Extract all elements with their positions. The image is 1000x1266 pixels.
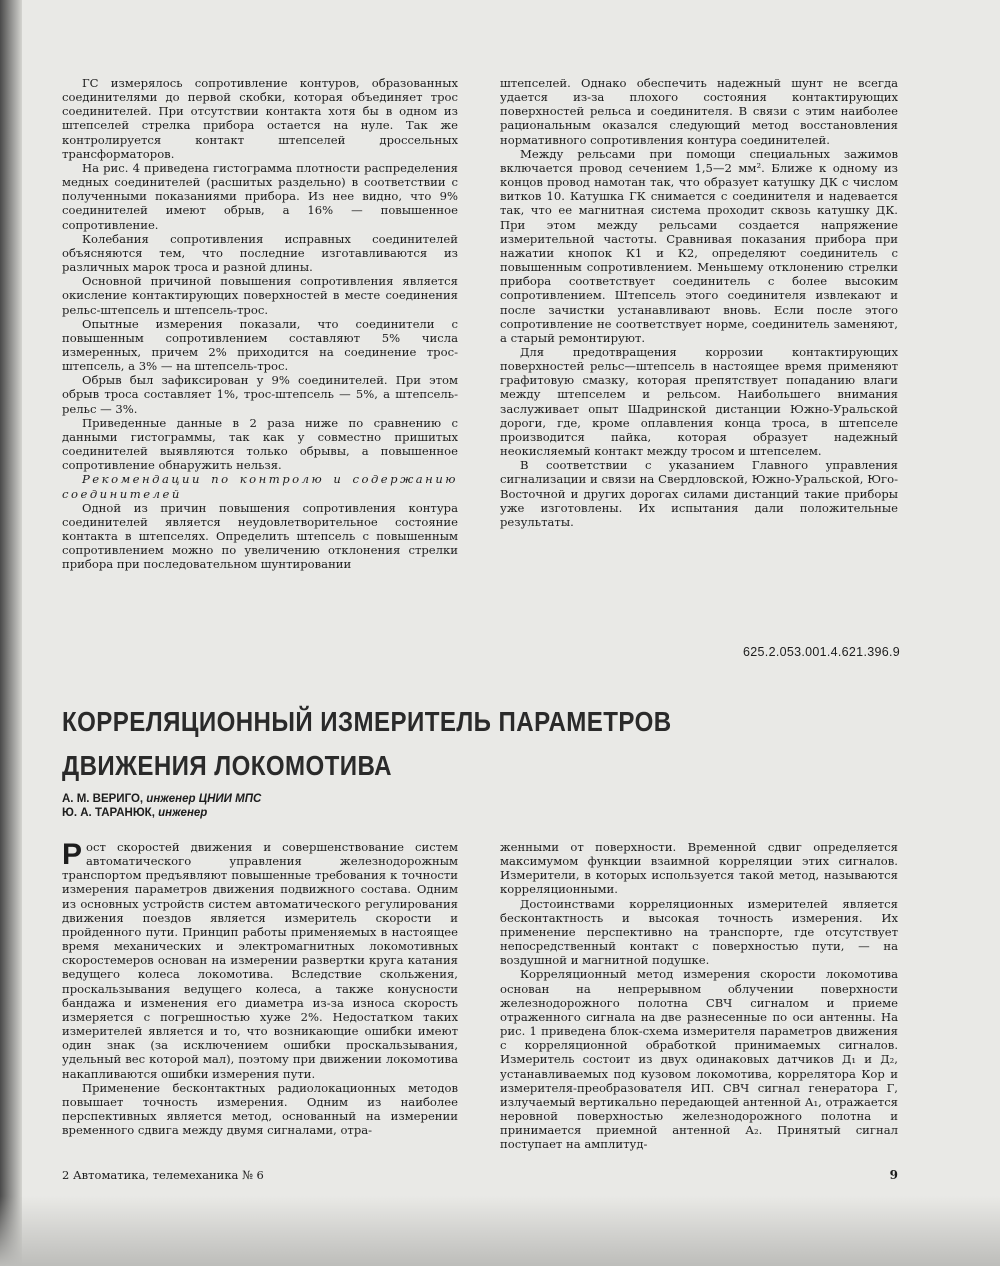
udc-code: 625.2.053.001.4.621.396.9	[743, 645, 900, 659]
paragraph: Обрыв был зафиксирован у 9% соединителей. При этом обрыв троса составляет 1%, трос-штепсель — 5%, а штепсель-рельс — 3%.	[62, 373, 458, 416]
paragraph: На рис. 4 приведена гистограмма плотности распределения медных соединителей (расшитых раздельно) в соответствии с полученными показаниями прибора. Из нее видно, что 9% соединителей имеют обрыв, а 16% — повышенное сопротивление.	[62, 160, 458, 232]
section-heading: Рекомендации по контролю и содержанию соединителей	[62, 472, 458, 501]
top-left-column	[62, 76, 458, 571]
paragraph: Между рельсами при помощи специальных зажимов включается провод сечением 1,5—2 мм². Ближе к одному из концов провод намотан так, что образует катушку ДК с числом витков 10. Катушка ГК снимается с соединителя и надевается так, что ее магнитная система проходит сквозь катушку ДК. При этом между рельсами создается напряжение измерительной частоты. Сравнивая показания прибора при нажатии кнопок К1 и К2, определяют соединитель с повышенным сопротивлением. Меньшему отклонению стрелки прибора соответствует соединитель с более высоким сопротивлением. Штепсель этого соединителя извлекают и после зачистки устанавливают вновь. Если после этого сопротивление не соответствует норме, соединитель заменяют, а старый ремонтируют.	[500, 146, 898, 345]
lead-text: ост скоростей движения и совершенствование систем автоматического управления железнодорожным транспортом предъявляют повышенные требования к точности измерения параметров движения подвижного состава. Одним из основных устройств систем автоматического регулирования движения поездов является измеритель скорости и пройденного пути. Принцип работы применяемых в настоящее время механических и электромагнитных локомотивных скоростемеров основан на измерении развертки круга катания ведущего колеса локомотива. Вследствие скольжения, проскальзывания ведущего колеса, а также конусности бандажа и изменения его диаметра из-за износа скорость измеряется с погрешностью хуже 2%. Недостатком таких измерителей является и то, что возникающие ошибки имеют один знак (за исключением ошибки проскальзывания, удельный вес которой мал), поэтому при движении локомотива накапливаются ошибки измерения пути.	[62, 840, 458, 1081]
paragraph: Одной из причин повышения сопротивления контура соединителей является неудовлетворительное состояние контакта в штепселях. Определить штепсель с повышенным сопротивлением можно по увеличению отклонения стрелки прибора при последовательном шунтировании	[62, 500, 458, 572]
paragraph: Корреляционный метод измерения скорости локомотива основан на непрерывном облучении поверхности железнодорожного полотна СВЧ сигналом и приеме отраженного сигнала на две разнесенные по оси антенны. На рис. 1 приведена блок-схема измерителя параметров движения с корреляционной обработкой принимаемых сигналов. Измеритель состоит из двух одинаковых датчиков Д₁ и Д₂, устанавливаемых под кузовом локомотива, коррелятора Кор и измерителя-преобразователя ИП. СВЧ сигнал генератора Г, излучаемый вертикально передающей антенной А₁, отражается неровной поверхностью железнодорожного полотна и принимается приемной антенной А₂. Принятый сигнал поступает на амплитуд-	[500, 967, 898, 1152]
bottom-left-column	[62, 840, 458, 1137]
paragraph: Для предотвращения коррозии контактирующих поверхностей рельс—штепсель в настоящее время применяют графитовую смазку, которая препятствует попаданию влаги между штепселем и рельсом. Наибольшего внимания заслуживает опыт Шадринской дистанции Южно-Уральской дороги, где, кроме оплавления конца троса, в штепселе производится пайка, которая образует надежный неокисляемый контакт между тросом и штепселем.	[500, 344, 898, 459]
article-title	[62, 700, 672, 788]
article-title-line-2: ДВИЖЕНИЯ ЛОКОМОТИВА	[62, 750, 392, 781]
author-line	[62, 806, 462, 820]
drop-cap: Р	[62, 838, 83, 871]
paragraph: Приведенные данные в 2 раза ниже по сравнению с данными гистограммы, так как у совместно пришитых соединителей выявляются только обрывы, а повышенное сопротивление обнаружить нельзя.	[62, 415, 458, 473]
author-line	[62, 792, 462, 806]
paragraph: Опытные измерения показали, что соединители с повышенным сопротивлением составляют 5% числа измеренных, причем 2% приходится на соединение трос-штепсель, а 3% — на штепсель-трос.	[62, 316, 458, 374]
bottom-left-paragraphs	[62, 1081, 458, 1138]
book-spine-shadow	[0, 0, 22, 1266]
author-post: инженер ЦНИИ МПС	[146, 793, 262, 805]
paragraph: Основной причиной повышения сопротивления является окисление контактирующих поверхностей в месте соединения рельс-штепсель и штепсель-трос.	[62, 274, 458, 317]
top-right-column	[500, 76, 898, 529]
author-name: Ю. А. ТАРАНЮК,	[62, 807, 155, 819]
authors-block	[62, 792, 462, 820]
paragraph: В соответствии с указанием Главного управления сигнализации и связи на Свердловской, Южно-Уральской, Юго-Восточной и других дорогах силами дистанций такие приборы уже изготовлены. Их испытания дали положительные результаты.	[500, 458, 898, 529]
paragraph: штепселей. Однако обеспечить надежный шунт не всегда удается из-за плохого состояния контактирующих поверхностей рельса и соединителя. В связи с этим наиболее рациональным оказался следующий метод восстановления нормативного сопротивления контура соединителей.	[500, 76, 898, 147]
author-post: инженер	[158, 807, 208, 819]
paragraph: Применение бесконтактных радиолокационных методов повышает точность измерения. Одним из наиболее перспективных является метод, основанный на измерении временного сдвига между двумя сигналами, отра-	[62, 1080, 458, 1138]
page-number: 9	[889, 1168, 898, 1182]
page-bottom-shadow	[0, 1196, 1000, 1266]
paragraph: Достоинствами корреляционных измерителей является бесконтактность и высокая точность измерения. Их применение перспективно на транспорте, где отсутствует непосредственный контакт с поверхностью пути, — на воздушной и магнитной подушке.	[500, 896, 898, 968]
journal-footer: 2 Автоматика, телемеханика № 6	[62, 1168, 264, 1182]
paragraph: ГС измерялось сопротивление контуров, образованных соединителями до первой скобки, которая объединяет трос соединителей. При отсутствии контакта хотя бы в одном из штепселей стрелка прибора остается на нуле. Так же контролируется контакт штепселей дроссельных трансформаторов.	[62, 76, 458, 161]
article-title-line-1: КОРРЕЛЯЦИОННЫЙ ИЗМЕРИТЕЛЬ ПАРАМЕТРОВ	[62, 706, 672, 737]
article-lead-paragraph	[62, 840, 458, 1081]
paragraph: женными от поверхности. Временной сдвиг определяется максимумом функции взаимной корреляции этих сигналов. Измерители, в которых используется такой метод, называются корреляционными.	[500, 840, 898, 897]
paragraph: Колебания сопротивления исправных соединителей объясняются тем, что последние изготавливаются из различных марок троса и разной длины.	[62, 231, 458, 275]
bottom-right-column	[500, 840, 898, 1151]
author-name: А. М. ВЕРИГО,	[62, 793, 144, 805]
